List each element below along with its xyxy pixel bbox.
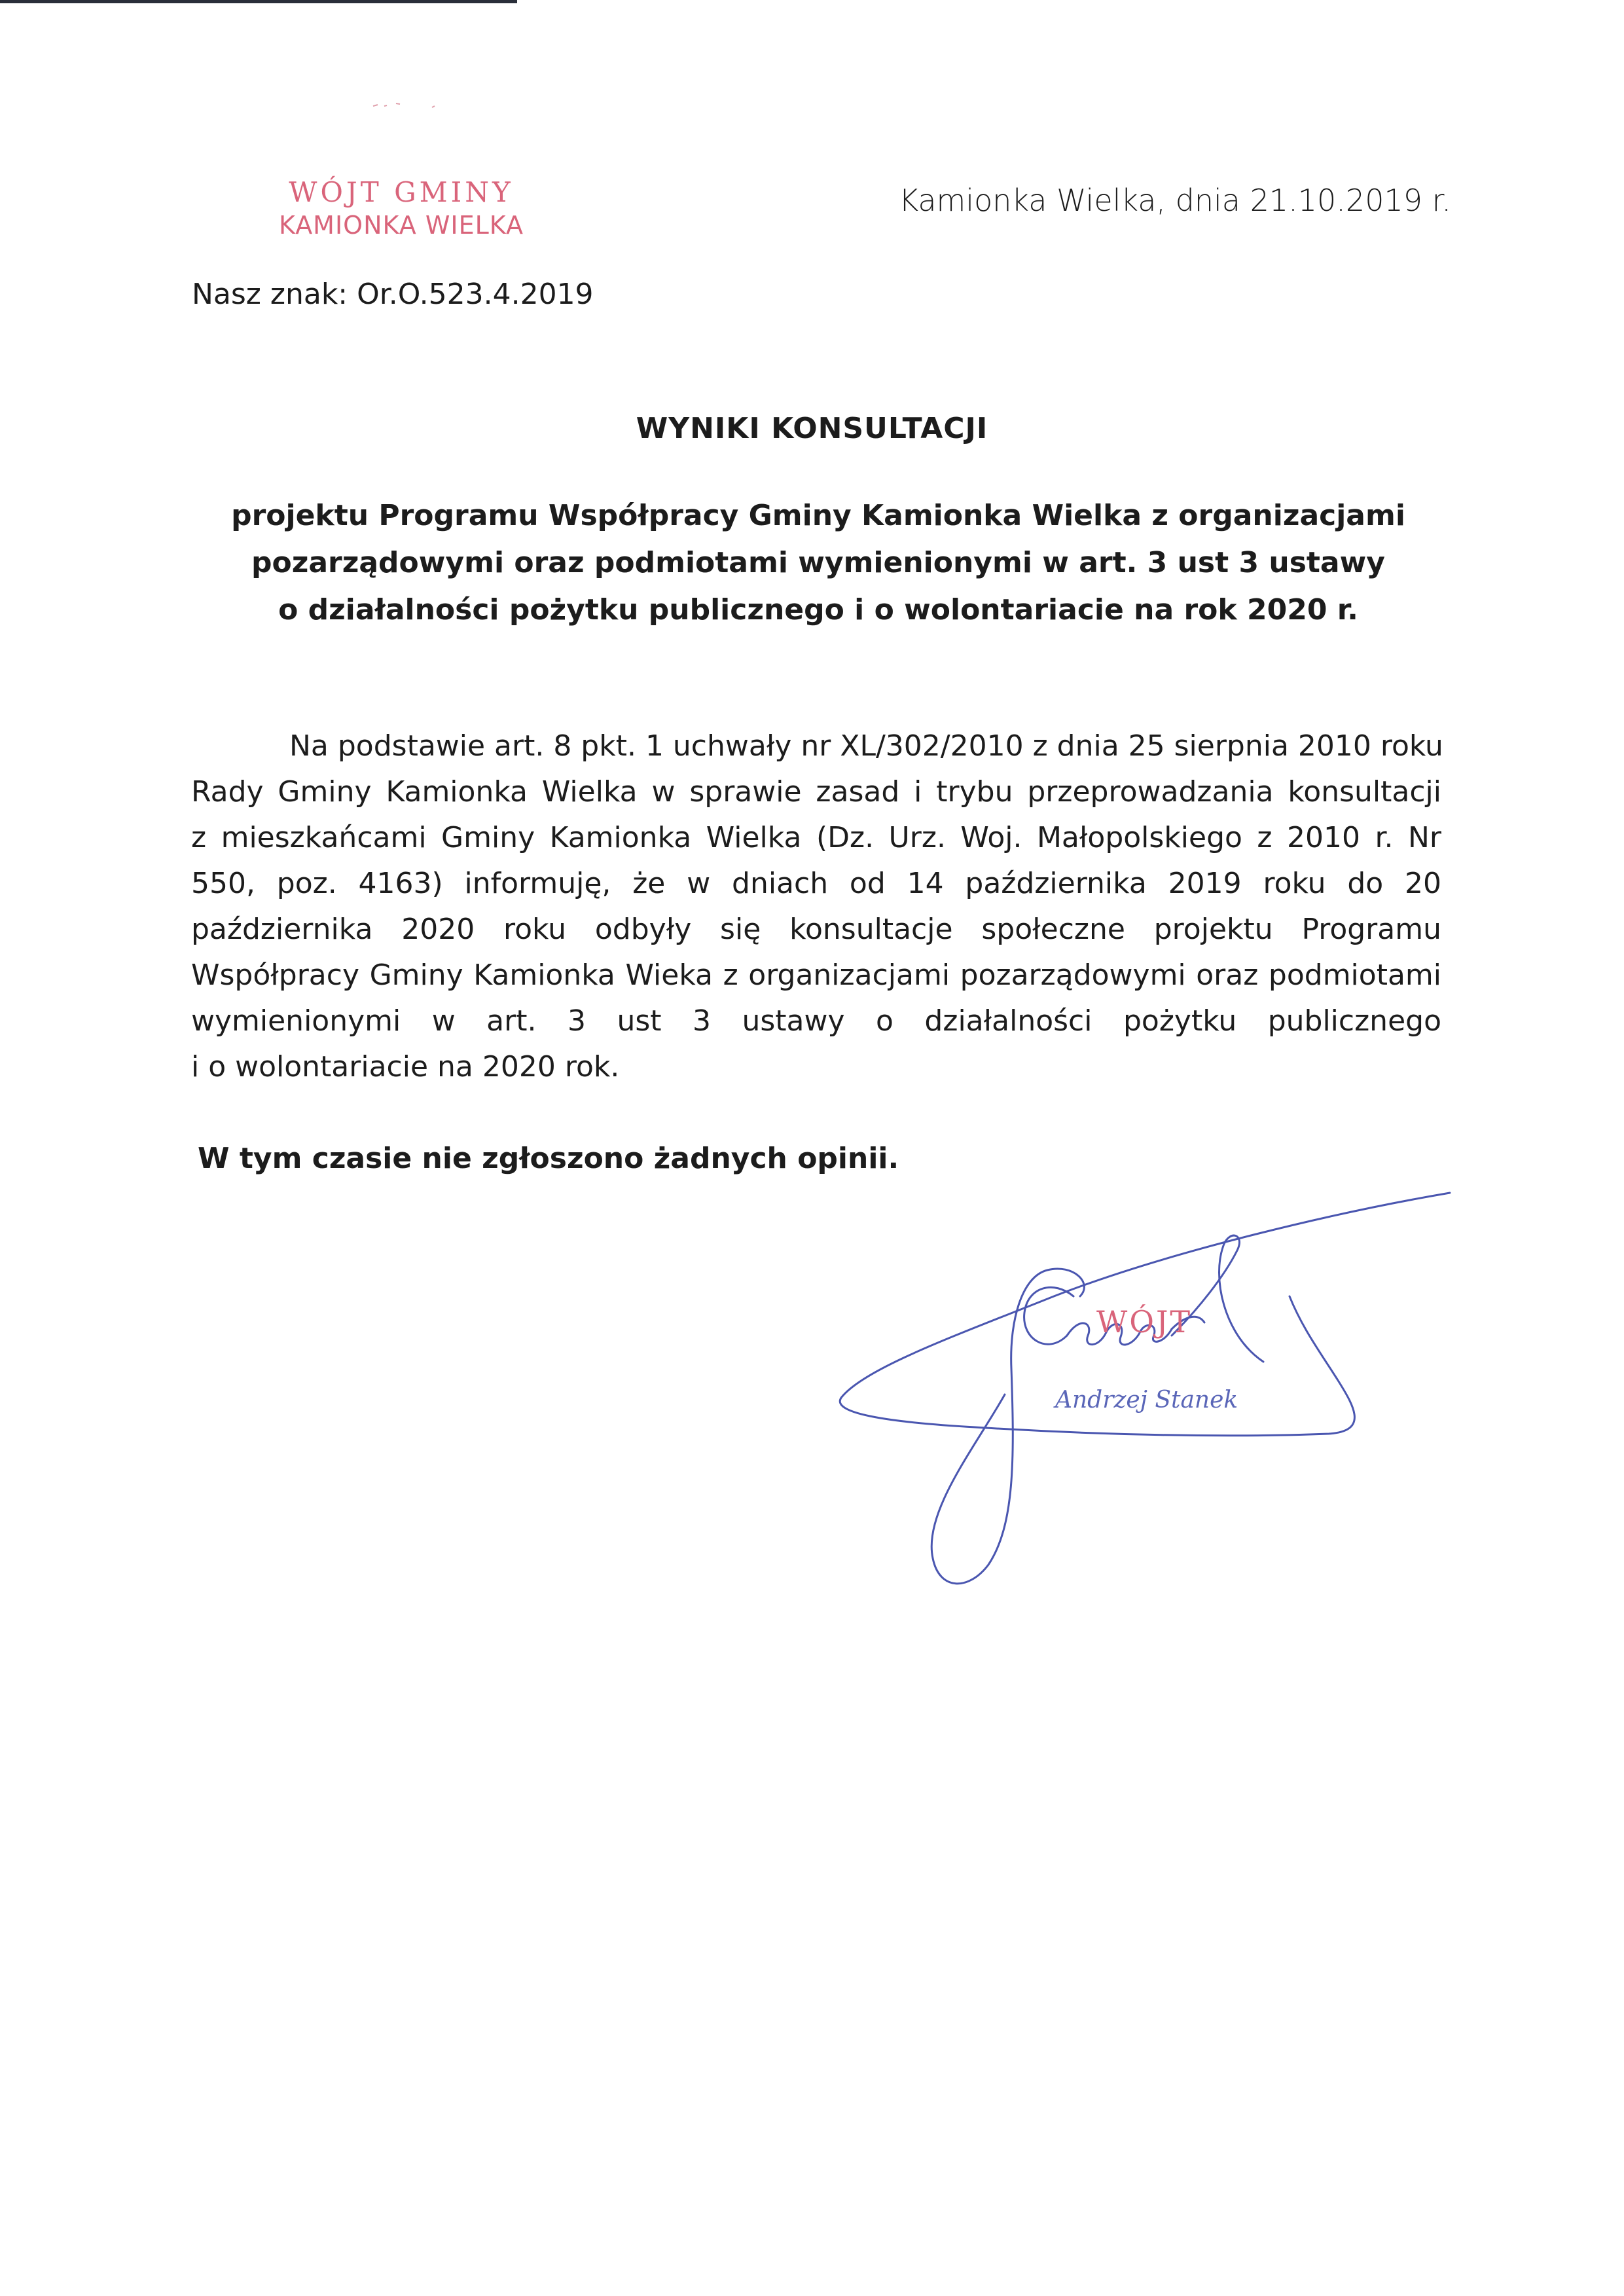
signature-stamp-title: WÓJT <box>1096 1304 1193 1339</box>
conclusion-statement: W tym czasie nie zgłoszono żadnych opinii. <box>198 1142 899 1175</box>
body-line: wymienionymi w art. 3 ust 3 ustawy o działalności pożytku publicznego <box>191 1004 1441 1038</box>
subtitle-line: pozarządowymi oraz podmiotami wymienionymi w art. 3 ust 3 ustawy <box>251 546 1385 579</box>
municipal-stamp <box>254 175 549 241</box>
body-line: października 2020 roku odbyły się konsultacje społeczne projektu Programu <box>191 913 1441 946</box>
stamp-municipality-name: KAMIONKA WIELKA <box>278 211 524 240</box>
body-paragraph <box>191 723 1441 1090</box>
scan-speck-mark <box>370 98 448 111</box>
signature-stamp-name: Andrzej Stanek <box>1055 1387 1238 1413</box>
body-line: Na podstawie art. 8 pkt. 1 uchwały nr XL/302/2010 z dnia 25 sierpnia 2010 roku <box>289 729 1443 763</box>
document-title: WYNIKI KONSULTACJI <box>636 412 988 445</box>
place-and-date: Kamionka Wielka, dnia 21.10.2019 r. <box>899 183 1451 218</box>
reference-number: Nasz znak: Or.O.523.4.2019 <box>192 278 594 311</box>
stamp-office-title: WÓJT GMINY <box>289 176 514 208</box>
subtitle-line: o działalności pożytku publicznego i o wolontariacie na rok 2020 r. <box>278 593 1358 627</box>
body-line: 550, poz. 4163) informuję, że w dniach od 14 października 2019 roku do 20 <box>191 867 1441 900</box>
body-line: Rady Gminy Kamionka Wielka w sprawie zasad i trybu przeprowadzania konsultacji <box>191 775 1441 809</box>
body-line: i o wolontariacie na 2020 rok. <box>191 1050 620 1084</box>
subtitle-line: projektu Programu Współpracy Gminy Kamionka Wielka z organizacjami <box>231 499 1405 532</box>
scan-edge-rule <box>0 0 517 3</box>
body-line: Współpracy Gminy Kamionka Wieka z organizacjami pozarządowymi oraz podmiotami <box>191 958 1441 992</box>
document-subtitle <box>131 492 1506 634</box>
body-line: z mieszkańcami Gminy Kamionka Wielka (Dz. Urz. Woj. Małopolskiego z 2010 r. Nr <box>191 821 1441 854</box>
